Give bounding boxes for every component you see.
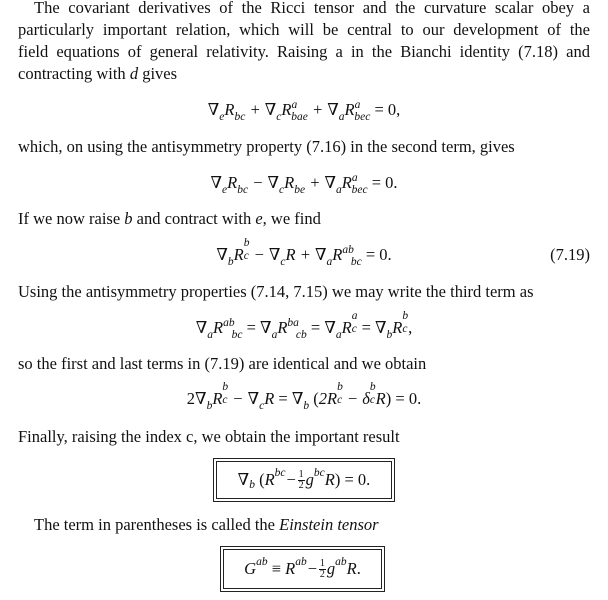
equation-contracted-bianchi-1: $\nabla_eR_{bc} + \nabla_cR^a_{bae} + \nabla_aR^a_{bec} = 0$, [207,99,401,123]
equation-7-19: $\nabla_bR$ b c − $\nabla_cR + \nabla_aR^{ab}_{bc} = 0$. (7.19) [216,237,590,268]
paragraph-raise-b: If we now raise b and contract with e, we find [18,209,321,228]
paragraph-intro [18,0,590,85]
paragraph-antisymmetry: which, on using the antisymmetry property (7.16) in the second term, gives [18,137,515,156]
boxed-equation-divergence: ∇ b ( R bc − $\frac{1}{2}$ g bc R ) = 0. [213,458,395,502]
paragraph-einstein-tensor: The term in parentheses is called the Einstein tensor [34,515,379,534]
paragraph-third-term: Using the antisymmetry properties (7.14, 7.15) we may write the third term as [18,282,534,301]
intro-line-3: field equations of general relativity. Raising a in the Bianchi identity (7.18) and [18,42,590,61]
equation-contracted-bianchi-2: $\nabla_eR_{bc} - \nabla_cR_{be} + \nabla_aR^a_{bec} = 0$. [210,172,398,196]
equation-number-7-19: (7.19) [550,245,590,264]
intro-line-2: particularly important relation, which will be central to our development of the [18,20,590,39]
equation-combined: $2\nabla_bR$ b c − $\nabla_cR = \nabla_b$ (2R b c − δ b c R) = 0. [186,381,422,412]
paragraph-identical-terms: so the first and last terms in (7.19) are identical and we obtain [18,354,427,373]
equation-third-term-identity: $\nabla_aR^{ab}_{bc} = \nabla_aR^{ba}_{cb} = \nabla_aR$ a c = $\nabla_bR$ b c , [195,310,413,341]
boxed-equation-einstein-tensor: G ab ≡ R ab − $\frac{1}{2}$ g ab R . [220,546,385,592]
intro-line-4: contracting with d gives [18,64,178,83]
paragraph-raise-c: Finally, raising the index c, we obtain the important result [18,427,400,446]
intro-line-1: The covariant derivatives of the Ricci tensor and the curvature scalar obey a [34,0,590,17]
